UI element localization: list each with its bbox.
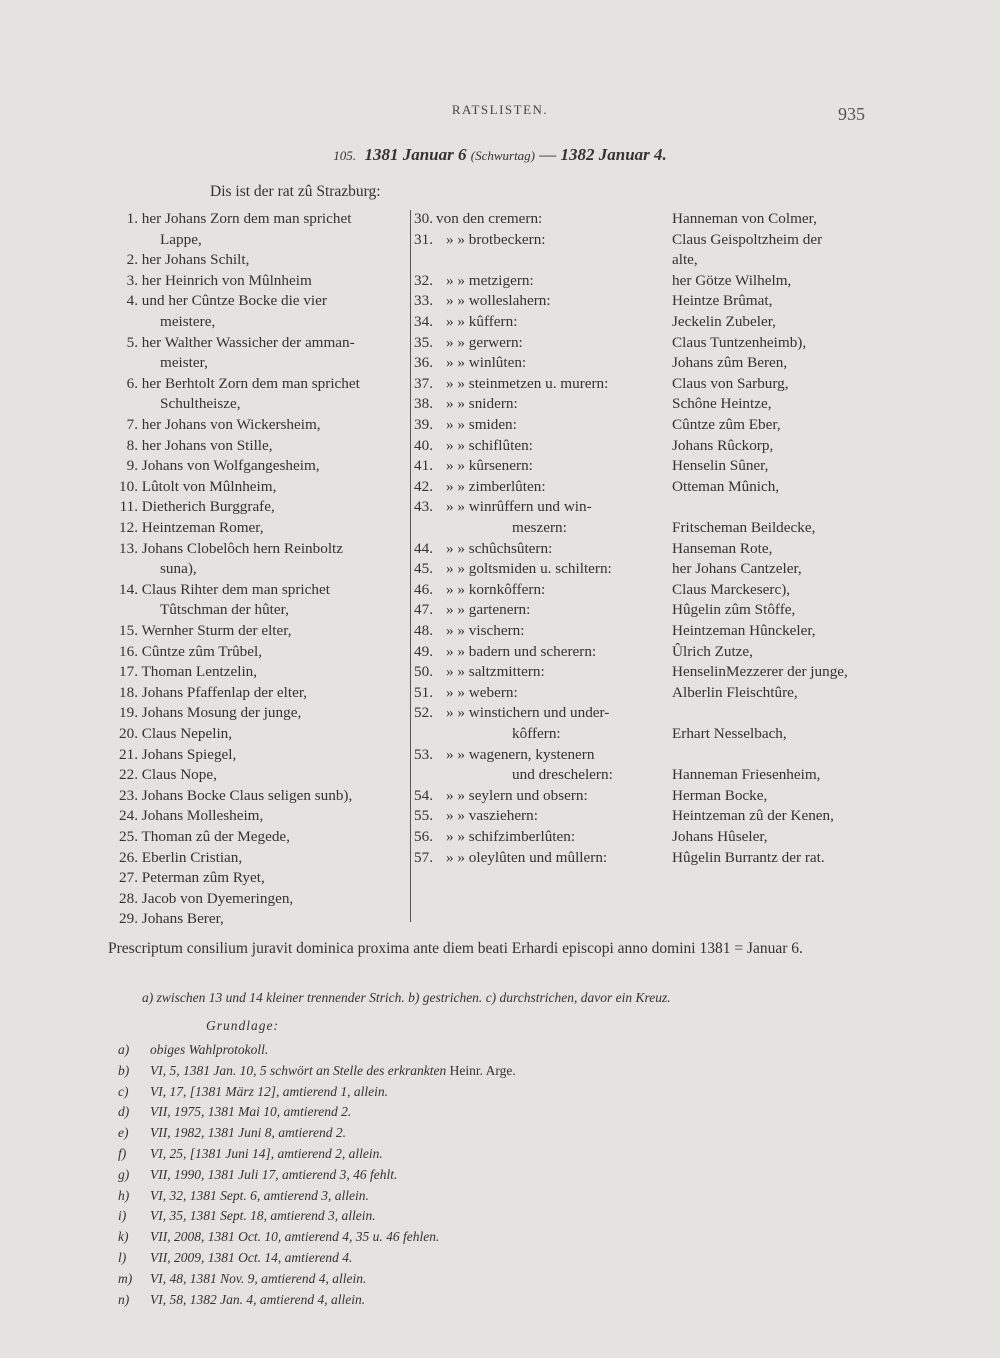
guild-name: » » kornkôffern: bbox=[446, 580, 546, 598]
guild-name: » » smiden: bbox=[446, 416, 517, 433]
guild-number: 42. bbox=[414, 477, 433, 495]
source-text: VI, 25, [1381 Juni 14], amtierend 2, allein. bbox=[150, 1146, 383, 1161]
member-line bbox=[108, 908, 224, 929]
member-number: 10. bbox=[119, 477, 138, 495]
source-item bbox=[118, 1040, 268, 1060]
member-name: her Johans Zorn dem man sprichet bbox=[138, 210, 352, 227]
member-name: Johans von Wolfgangesheim, bbox=[138, 457, 320, 475]
member-number: 25. bbox=[119, 828, 138, 845]
guild-name: » » gerwern: bbox=[446, 333, 523, 351]
guild-line bbox=[0, 373, 1000, 394]
member-number: 17. bbox=[119, 663, 138, 681]
guild-number: 52. bbox=[414, 704, 433, 722]
councillor-name: HenselinMezzerer der junge, bbox=[672, 663, 848, 681]
member-number: 20. bbox=[119, 725, 138, 742]
councillor-name: Heintzeman Hûnckeler, bbox=[672, 622, 816, 639]
source-item bbox=[118, 1290, 365, 1310]
councillor-name: Fritscheman Beildecke, bbox=[672, 519, 816, 536]
guild-name: » » saltzmittern: bbox=[446, 663, 545, 681]
member-number: 16. bbox=[119, 642, 138, 660]
guild-name: meszern: bbox=[512, 519, 567, 536]
guild-line bbox=[0, 270, 1000, 291]
guild-name: von den cremern: bbox=[436, 210, 543, 227]
guild-name: » » oleylûten und mûllern: bbox=[446, 848, 608, 866]
guild-name: » » kûffern: bbox=[446, 313, 518, 330]
member-name: Johans Clobelôch hern Reinboltz bbox=[138, 539, 343, 557]
guild-line bbox=[0, 311, 1000, 332]
source-text: VI, 48, 1381 Nov. 9, amtierend 4, allein. bbox=[150, 1270, 367, 1286]
guild-number: 56. bbox=[414, 828, 433, 845]
member-name: Eberlin Cristian, bbox=[138, 848, 243, 866]
intro-line: Dis ist der rat zû Strazburg: bbox=[210, 183, 381, 200]
source-item bbox=[118, 1123, 346, 1143]
source-label: i) bbox=[118, 1208, 127, 1224]
guild-name: » » winrûffern und win- bbox=[446, 498, 592, 516]
source-text: VII, 2009, 1381 Oct. 14, amtierend 4. bbox=[150, 1250, 353, 1265]
member-name: Claus Rihter dem man sprichet bbox=[138, 580, 330, 598]
source-label: c) bbox=[118, 1083, 129, 1099]
source-label: b) bbox=[118, 1062, 130, 1078]
guild-name: » » wagenern, kystenern bbox=[446, 745, 595, 763]
member-number: 8. bbox=[126, 436, 138, 454]
member-number: 18. bbox=[119, 683, 138, 701]
councillor-name: Johans Hûseler, bbox=[672, 828, 768, 845]
member-name: Dietherich Burggrafe, bbox=[138, 498, 275, 516]
member-name: Wernher Sturm der elter, bbox=[138, 622, 292, 639]
guild-name: und dreschelern: bbox=[512, 766, 613, 784]
guild-number: 48. bbox=[414, 622, 433, 639]
sources-heading: Grundlage: bbox=[206, 1018, 279, 1033]
councillor-name: Hûgelin Burrantz der rat. bbox=[672, 848, 825, 866]
guild-line bbox=[0, 661, 1000, 682]
councillor-name: Cûntze zûm Eber, bbox=[672, 416, 781, 433]
member-number: 28. bbox=[119, 889, 138, 907]
councillor-name: Claus Geispoltzheim der bbox=[672, 230, 823, 248]
councillor-name: Alberlin Fleischtûre, bbox=[672, 683, 798, 701]
member-line bbox=[108, 867, 265, 888]
member-name: Johans Spiegel, bbox=[138, 745, 237, 763]
guild-name: » » snidern: bbox=[446, 395, 518, 413]
footnote: b) gestrichen. bbox=[408, 990, 486, 1005]
guild-name: » » brotbeckern: bbox=[446, 230, 546, 248]
councillor-name: Ûlrich Zutze, bbox=[672, 642, 753, 660]
guild-number: 53. bbox=[414, 745, 433, 763]
councillor-name: Heintze Brûmat, bbox=[672, 292, 773, 310]
member-number: 15. bbox=[119, 622, 138, 639]
member-number: 19. bbox=[119, 704, 138, 722]
guild-name: » » kûrsenern: bbox=[446, 457, 533, 475]
councillor-name: Claus Tuntzenheimb), bbox=[672, 333, 807, 351]
guild-name: » » metzigern: bbox=[446, 271, 534, 289]
date-end: 1382 Januar 4. bbox=[560, 145, 667, 164]
source-label: m) bbox=[118, 1270, 133, 1286]
councillor-name: Heintzeman zû der Kenen, bbox=[672, 807, 834, 825]
guild-line bbox=[0, 620, 1000, 641]
member-number: 22. bbox=[119, 766, 138, 784]
guild-line bbox=[0, 764, 1000, 785]
guild-name: » » schûchsûtern: bbox=[446, 539, 553, 557]
guild-line bbox=[0, 744, 1000, 765]
guild-number: 30. bbox=[414, 210, 433, 227]
guild-line bbox=[0, 682, 1000, 703]
member-name: Claus Nepelin, bbox=[138, 725, 233, 742]
source-label: d) bbox=[118, 1104, 130, 1120]
guild-number: 43. bbox=[414, 498, 433, 516]
guild-name: kôffern: bbox=[512, 725, 561, 742]
guild-name: » » winlûten: bbox=[446, 354, 527, 372]
guild-number: 46. bbox=[414, 580, 433, 598]
guild-number: 47. bbox=[414, 601, 433, 619]
guild-number: 31. bbox=[414, 230, 433, 248]
source-label: h) bbox=[118, 1187, 130, 1203]
member-name: her Walther Wassicher der amman- bbox=[138, 333, 355, 351]
source-item bbox=[118, 1165, 397, 1185]
guild-number: 39. bbox=[414, 416, 433, 433]
councillor-name: Hanneman von Colmer, bbox=[672, 210, 817, 227]
member-name: her Johans von Wickersheim, bbox=[138, 416, 321, 433]
member-number: 23. bbox=[119, 786, 138, 804]
date-start: 1381 Januar 6 bbox=[364, 145, 467, 164]
councillor-name: Hanseman Rote, bbox=[672, 539, 773, 557]
guild-number: 49. bbox=[414, 642, 433, 660]
guild-name: » » wolleslahern: bbox=[446, 292, 551, 310]
member-number: 9. bbox=[126, 457, 138, 475]
guild-line bbox=[0, 641, 1000, 662]
source-text: VI, 5, 1381 Jan. 10, 5 schwört an Stelle des erkrankten bbox=[150, 1062, 447, 1078]
source-text: VI, 32, 1381 Sept. 6, amtierend 3, allein. bbox=[150, 1187, 369, 1203]
member-number: 14. bbox=[119, 580, 138, 598]
member-name: Tûtschman der hûter, bbox=[160, 601, 289, 619]
guild-number: 57. bbox=[414, 848, 433, 866]
day-note: (Schwurtag) bbox=[470, 148, 536, 163]
guild-line bbox=[0, 517, 1000, 538]
member-name: Johans Mosung der junge, bbox=[138, 704, 302, 722]
member-number: 4. bbox=[126, 292, 138, 310]
guild-name: » » zimberlûten: bbox=[446, 477, 546, 495]
member-name: her Johans Schilt, bbox=[138, 251, 250, 269]
guild-line bbox=[0, 393, 1000, 414]
member-name: Thoman Lentzelin, bbox=[138, 663, 258, 681]
footnote: c) durchstrichen, davor ein Kreuz. bbox=[485, 990, 671, 1005]
member-number: 1. bbox=[126, 210, 138, 227]
guild-line bbox=[0, 579, 1000, 600]
member-name: Schultheisze, bbox=[160, 395, 241, 413]
member-number: 7. bbox=[126, 416, 138, 433]
member-name: her Heinrich von Mûlnheim bbox=[138, 271, 312, 289]
member-name: Johans Berer, bbox=[138, 910, 224, 928]
date-dash: — bbox=[539, 145, 557, 164]
page-number: 935 bbox=[838, 104, 865, 124]
member-line bbox=[108, 888, 293, 909]
guild-line bbox=[0, 208, 1000, 229]
guild-line bbox=[0, 538, 1000, 559]
guild-name: » » badern und scherern: bbox=[446, 642, 597, 660]
conclusion-text: Prescriptum consilium juravit dominica proxima ante diem beati Erhardi episcopi anno domini 1381 = Januar 6. bbox=[108, 940, 803, 957]
member-name: und her Cûntze Bocke die vier bbox=[138, 292, 327, 310]
source-text: VI, 17, [1381 März 12], amtierend 1, allein. bbox=[150, 1083, 388, 1099]
guild-number: 37. bbox=[414, 374, 433, 392]
source-text: VII, 2008, 1381 Oct. 10, amtierend 4, 35 u. 46 fehlen. bbox=[150, 1229, 440, 1245]
guild-line bbox=[0, 290, 1000, 311]
source-text: obiges Wahlprotokoll. bbox=[150, 1042, 269, 1057]
footnote: a) zwischen 13 und 14 kleiner trennender Strich. bbox=[142, 990, 409, 1005]
member-name: Heintzeman Romer, bbox=[138, 519, 264, 536]
member-number: 21. bbox=[119, 745, 138, 763]
guild-line bbox=[0, 805, 1000, 826]
member-name: meister, bbox=[160, 354, 208, 372]
member-name: Thoman zû der Megede, bbox=[138, 828, 290, 845]
source-item bbox=[118, 1186, 369, 1206]
guild-number: 55. bbox=[414, 807, 433, 825]
member-number: 24. bbox=[119, 807, 138, 825]
member-name: her Berhtolt Zorn dem man sprichet bbox=[138, 374, 360, 392]
section-number: 105. bbox=[333, 148, 356, 163]
source-label: l) bbox=[118, 1250, 127, 1265]
guild-line bbox=[0, 702, 1000, 723]
councillor-name: alte, bbox=[672, 251, 698, 269]
councillor-name: Erhart Nesselbach, bbox=[672, 725, 787, 742]
member-number: 3. bbox=[126, 271, 138, 289]
member-number: 27. bbox=[119, 869, 138, 887]
member-name: Johans Bocke Claus seligen sunb), bbox=[138, 786, 353, 804]
source-text: VII, 1975, 1381 Mai 10, amtierend 2. bbox=[150, 1104, 352, 1120]
section-heading bbox=[0, 145, 1000, 165]
guild-line bbox=[0, 847, 1000, 868]
guild-line bbox=[0, 249, 1000, 270]
councillor-name: Johans Rûckorp, bbox=[672, 436, 774, 454]
member-number: 29. bbox=[119, 910, 138, 928]
member-number: 26. bbox=[119, 848, 138, 866]
guild-number: 51. bbox=[414, 683, 433, 701]
member-name: Jacob von Dyemeringen, bbox=[138, 889, 294, 907]
source-item bbox=[118, 1227, 439, 1247]
councillor-name: Schône Heintze, bbox=[672, 395, 772, 413]
guild-line bbox=[0, 476, 1000, 497]
member-number: 13. bbox=[119, 539, 138, 557]
member-name: Johans Pfaffenlap der elter, bbox=[138, 683, 308, 701]
source-text: VII, 1982, 1381 Juni 8, amtierend 2. bbox=[150, 1125, 346, 1141]
source-item bbox=[118, 1082, 388, 1102]
source-text: VI, 58, 1382 Jan. 4, amtierend 4, allein. bbox=[150, 1291, 366, 1307]
guild-number: 32. bbox=[414, 271, 433, 289]
source-label: e) bbox=[118, 1125, 129, 1141]
guild-name: » » schifzimberlûten: bbox=[446, 828, 576, 845]
source-item bbox=[118, 1206, 376, 1226]
member-number: 12. bbox=[119, 519, 138, 536]
councillor-name: Hanneman Friesenheim, bbox=[672, 766, 821, 784]
guild-line bbox=[0, 723, 1000, 744]
member-name: Lûtolt von Mûlnheim, bbox=[138, 477, 277, 495]
member-name: Cûntze zûm Trûbel, bbox=[138, 642, 263, 660]
councillor-name: Claus Marckeserc), bbox=[672, 580, 791, 598]
guild-line bbox=[0, 599, 1000, 620]
guild-name: » » gartenern: bbox=[446, 601, 531, 619]
source-item bbox=[118, 1248, 352, 1268]
source-label: n) bbox=[118, 1291, 130, 1307]
guild-number: 38. bbox=[414, 395, 433, 413]
guild-line bbox=[0, 332, 1000, 353]
guild-number: 50. bbox=[414, 663, 433, 681]
councillor-name: Johans zûm Beren, bbox=[672, 354, 788, 372]
councillor-name: Herman Bocke, bbox=[672, 786, 768, 804]
guild-number: 54. bbox=[414, 786, 433, 804]
guild-number: 40. bbox=[414, 436, 433, 454]
source-label: k) bbox=[118, 1229, 129, 1245]
guild-number: 41. bbox=[414, 457, 433, 475]
guild-name: » » seylern und obsern: bbox=[446, 786, 588, 804]
councillor-name: Claus von Sarburg, bbox=[672, 374, 789, 392]
guild-number: 36. bbox=[414, 354, 433, 372]
member-name: suna), bbox=[160, 560, 197, 578]
councillor-name: Henselin Sûner, bbox=[672, 457, 769, 475]
member-name: Johans Mollesheim, bbox=[138, 807, 264, 825]
member-name: meistere, bbox=[160, 313, 216, 330]
councillor-name: her Johans Cantzeler, bbox=[672, 560, 802, 578]
source-text: VII, 1990, 1381 Juli 17, amtierend 3, 46 fehlt. bbox=[150, 1166, 398, 1182]
guild-line bbox=[0, 352, 1000, 373]
source-item bbox=[118, 1269, 366, 1289]
guild-line bbox=[0, 435, 1000, 456]
member-name: her Johans von Stille, bbox=[138, 436, 273, 454]
source-item bbox=[118, 1061, 516, 1081]
guild-name: » » vasziehern: bbox=[446, 807, 538, 825]
guild-name: » » vischern: bbox=[446, 622, 525, 639]
guild-number: 45. bbox=[414, 560, 433, 578]
member-name: Claus Nope, bbox=[138, 766, 217, 784]
guild-number: 33. bbox=[414, 292, 433, 310]
source-text: VI, 35, 1381 Sept. 18, amtierend 3, allein. bbox=[150, 1208, 376, 1224]
councillor-name: Otteman Mûnich, bbox=[672, 477, 780, 495]
guild-name: » » winstichern und under- bbox=[446, 704, 610, 722]
source-item bbox=[118, 1144, 383, 1164]
source-item bbox=[118, 1102, 351, 1122]
member-number: 5. bbox=[126, 333, 138, 351]
guild-line bbox=[0, 785, 1000, 806]
guild-line bbox=[0, 496, 1000, 517]
councillor-name: her Götze Wilhelm, bbox=[672, 271, 792, 289]
guild-line bbox=[0, 826, 1000, 847]
councillor-name: Jeckelin Zubeler, bbox=[672, 313, 776, 330]
guild-name: » » steinmetzen u. murern: bbox=[446, 374, 609, 392]
guild-line bbox=[0, 558, 1000, 579]
running-title: RATSLISTEN. bbox=[451, 102, 549, 117]
source-label: a) bbox=[118, 1042, 130, 1057]
member-number: 11. bbox=[119, 498, 138, 516]
member-number: 6. bbox=[126, 374, 138, 392]
guild-line bbox=[0, 229, 1000, 250]
guild-line bbox=[0, 414, 1000, 435]
guild-name: » » goltsmiden u. schiltern: bbox=[446, 560, 612, 578]
source-label: g) bbox=[118, 1166, 130, 1182]
source-text-roman: Heinr. Arge. bbox=[446, 1062, 516, 1078]
guild-name: » » schiflûten: bbox=[446, 436, 533, 454]
member-name: Lappe, bbox=[160, 230, 202, 248]
guild-line bbox=[0, 455, 1000, 476]
footnotes bbox=[142, 990, 671, 1006]
guild-name: » » webern: bbox=[446, 683, 518, 701]
source-label: f) bbox=[118, 1146, 127, 1161]
member-name: Peterman zûm Ryet, bbox=[138, 869, 265, 887]
councillor-name: Hûgelin zûm Stôffe, bbox=[672, 601, 796, 619]
guild-number: 34. bbox=[414, 313, 433, 330]
guild-number: 35. bbox=[414, 333, 433, 351]
member-number: 2. bbox=[126, 251, 138, 269]
guild-number: 44. bbox=[414, 539, 433, 557]
